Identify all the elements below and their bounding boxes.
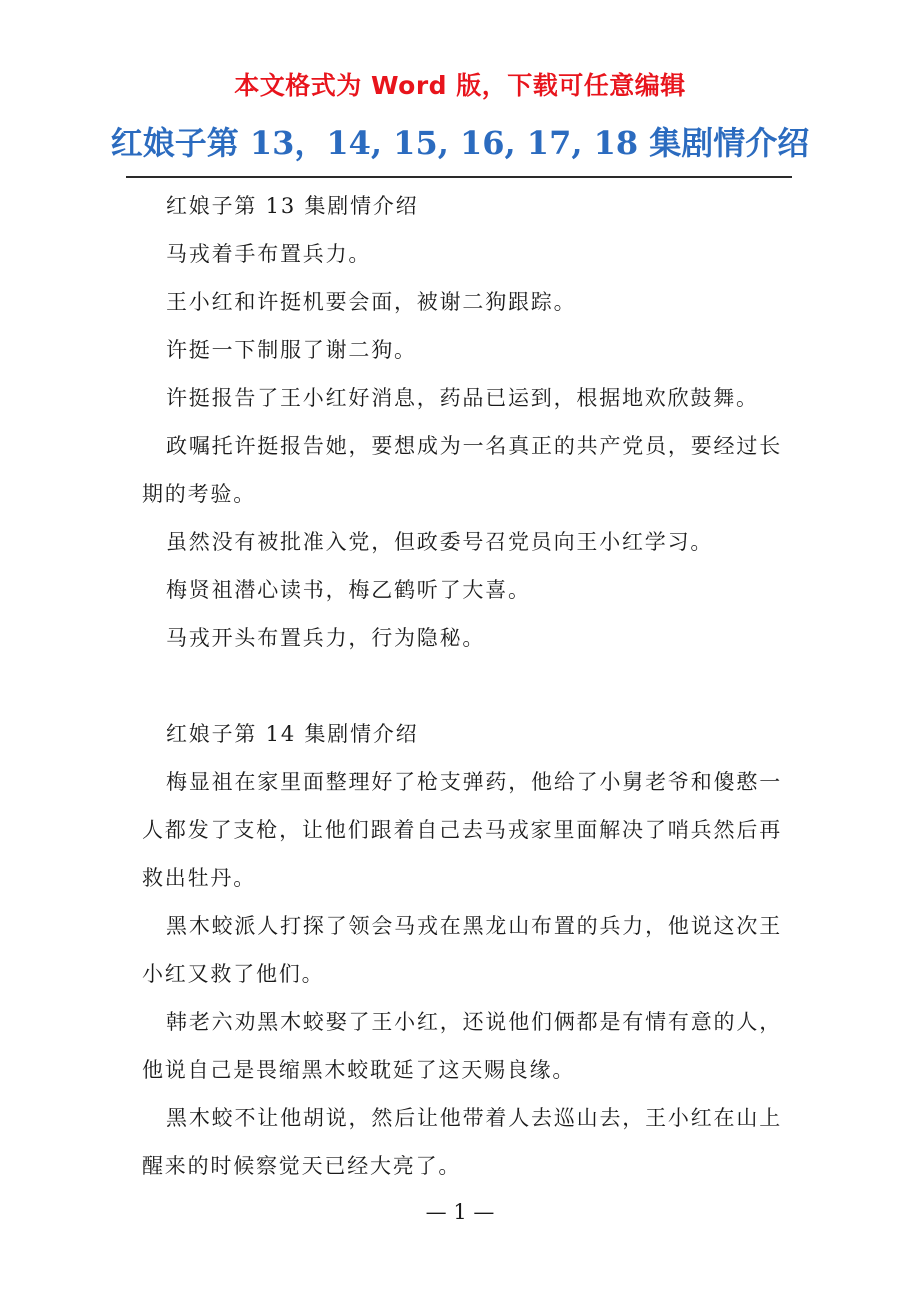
paragraph: 政嘱托许挺报告她，要想成为一名真正的共产党员，要经过长期的考验。 <box>142 434 782 506</box>
title-divider <box>126 176 792 178</box>
paragraph: 黑木蛟派人打探了领会马戎在黑龙山布置的兵力，他说这次王小红又救了他们。 <box>142 914 782 986</box>
paragraph: 许挺一下制服了谢二狗。 <box>166 338 417 362</box>
paragraph: 韩老六劝黑木蛟娶了王小红，还说他们俩都是有情有意的人，他说自己是畏缩黑木蛟耽延了这天赐良缘。 <box>142 1010 782 1082</box>
paragraph: 王小红和许挺机要会面，被谢二狗跟踪。 <box>166 290 577 314</box>
format-banner: 本文格式为 Word 版，下载可任意编辑 <box>234 71 686 100</box>
document-body <box>142 182 782 1190</box>
paragraph: 梅贤祖潜心读书，梅乙鹤听了大喜。 <box>166 578 531 602</box>
page-number: — 1 — <box>425 1200 495 1224</box>
document-title: 红娘子第 13，14, 15, 16, 17, 18 集剧情介绍 <box>110 124 810 162</box>
paragraph: 马戎着手布置兵力。 <box>166 242 372 266</box>
paragraph: 许挺报告了王小红好消息，药品已运到，根据地欢欣鼓舞。 <box>166 386 759 410</box>
section-heading-14: 红娘子第 14 集剧情介绍 <box>166 722 419 746</box>
section-heading-13: 红娘子第 13 集剧情介绍 <box>166 194 419 218</box>
paragraph: 虽然没有被批准入党，但政委号召党员向王小红学习。 <box>166 530 714 554</box>
paragraph: 梅显祖在家里面整理好了枪支弹药，他给了小舅老爷和傻憨一人都发了支枪，让他们跟着自己去马戎家里面解决了哨兵然后再救出牡丹。 <box>142 770 782 890</box>
paragraph: 马戎开头布置兵力，行为隐秘。 <box>166 626 486 650</box>
paragraph: 黑木蛟不让他胡说，然后让他带着人去巡山去，王小红在山上醒来的时候察觉天已经大亮了。 <box>142 1106 782 1178</box>
section-spacer <box>142 662 782 710</box>
